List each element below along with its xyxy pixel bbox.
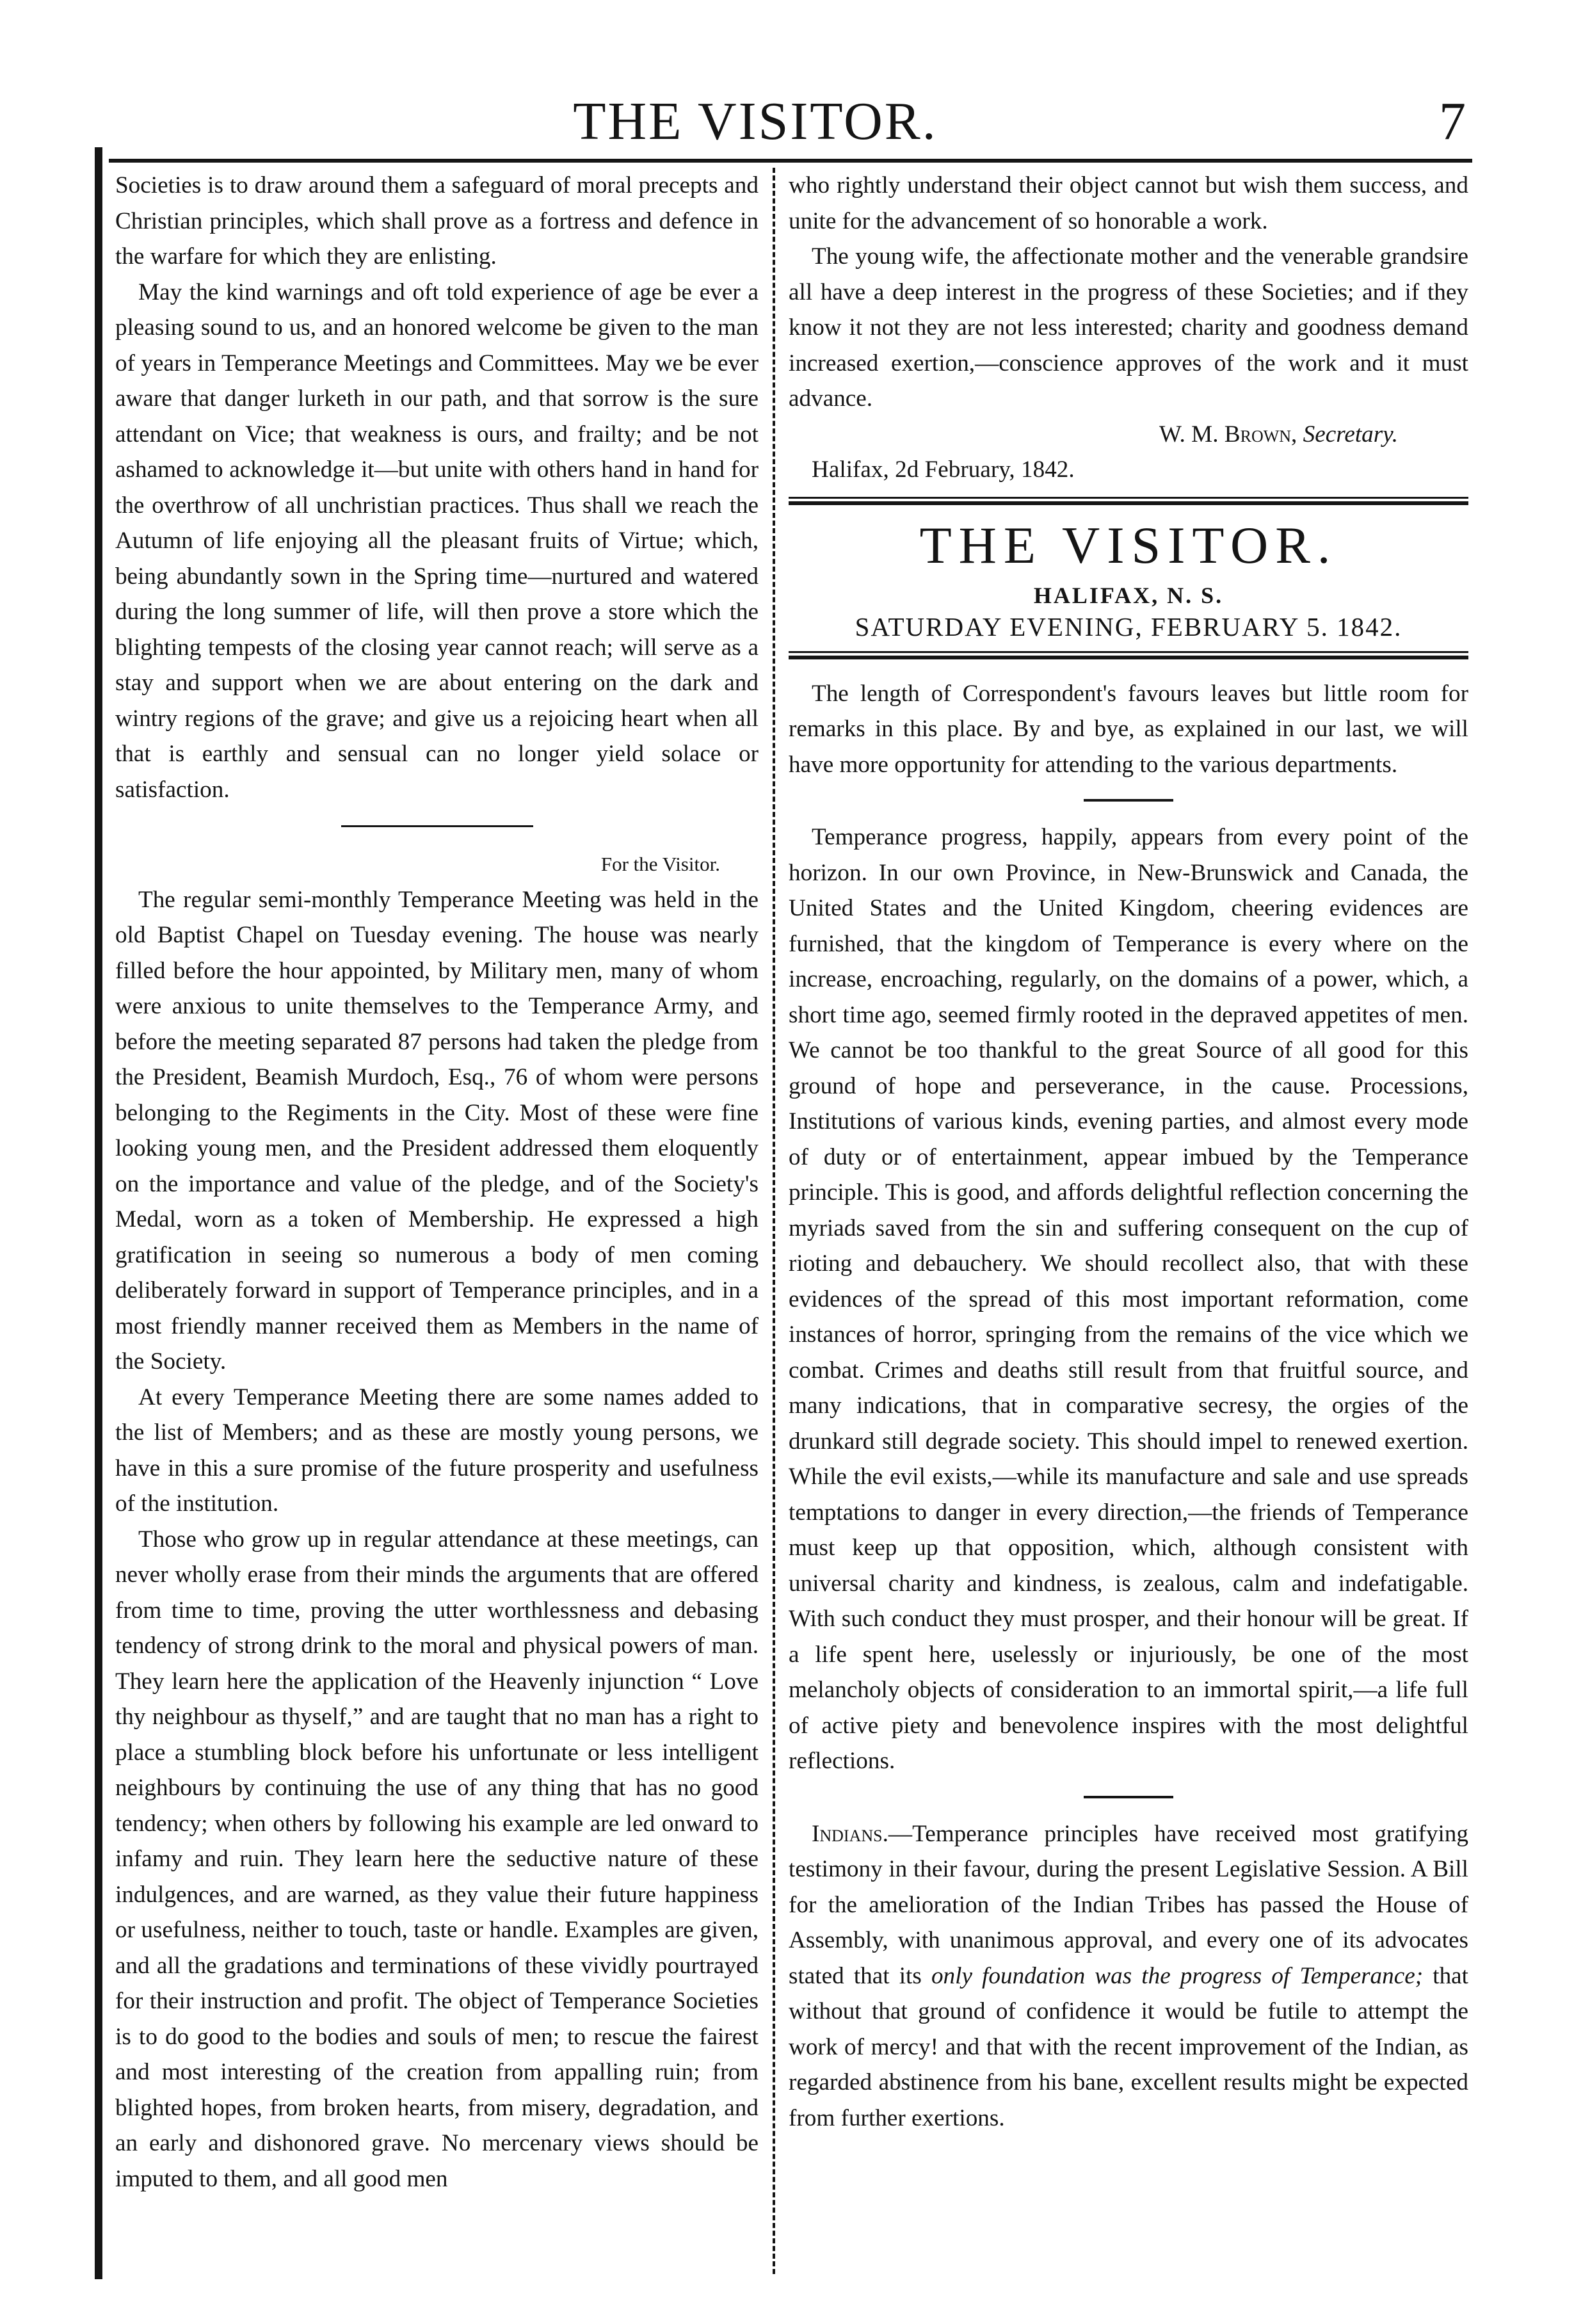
left-column [115,168,759,2197]
article-paragraph: The regular semi-monthly Temperance Meeting was held in the old Baptist Chapel on Tuesday evening. The house was nearly filled before the hour appointed, by Military men, many of whom were anxious to unite themselves to the Temperance Army, and before the meeting separated 87 persons had taken the pledge from the President, Beamish Murdoch, Esq., 76 of whom were persons belonging to the Regiments in the City. Most of these were fine looking young men, and the President addressed them eloquently on the importance and value of the pledge, and of the Society's Medal, worn as a token of Membership. He expressed a high gratification in seeing so numerous a body of men coming deliberately forward in support of Temperance principles, and in a most friendly manner received them as Members in the name of the Society. [115,886,759,1375]
masthead-city: HALIFAX, N. S. [1033,582,1224,608]
section-rule [341,825,533,827]
paragraph-lead: Indians. [812,1820,888,1847]
signature [789,417,1468,453]
right-column [789,168,1468,2136]
dateline: Halifax, 2d February, 1842. [812,456,1075,483]
masthead-rule [789,497,1468,499]
binding-edge-bar [95,147,102,2279]
masthead-rule [789,651,1468,653]
header-rule [109,159,1472,163]
article-paragraph: Those who grow up in regular attendance at these meetings, can never wholly erase from their minds the arguments that are offered from time to time, proving the utter worthlessness and debasing tendency of strong drink to the moral and physical powers of man. They learn here the application of the Heavenly injunction “ Love thy neighbour as thyself,” and are taught that no man has a right to place a stumbling block before his unfortunate or less intelligent neighbours by continuing the use of any thing that has no good tendency; when others by following his example are led onward to infamy and ruin. They learn here the seductive nature of these indulgences, and are warned, as they value their future happiness or usefulness, neither to touch, taste or handle. Examples are given, and all the gradations and terminations of these vividly pourtrayed for their instruction and profit. The object of Temperance Societies is to do good to the bodies and souls of men; to rescue the fairest and most interesting of the creation from appalling ruin; from blighted hopes, from broken hearts, from misery, degradation, and an early and dishonored grave. No mercenary views should be imputed to them, and all good men [115,1526,759,2192]
masthead-rule [789,656,1468,659]
byline: For the Visitor. [600,853,720,875]
article-paragraph: May the kind warnings and oft told experience of age be ever a pleasing sound to us, and an honored welcome be given to the man of years in Temperance Meetings and Committees. May we be ever aware that danger lurketh in our path, and that sorrow is the sure attendant on Vice; that weakness is ours, and frailty; and be not ashamed to acknowledge it—but unite with others hand in hand for the overthrow of all unchristian practices. Thus shall we reach the Autumn of life enjoying all the pleasant fruits of Virtue; which, being abundantly sown in the Spring time—nurtured and watered during the long summer of life, will then prove a store which the blighting tempests of the closing year cannot reach; will serve as a stay and support when we are about entering on the dark and wintry regions of the grave; and give us a rejoicing heart when all that is earthly and sensual can no longer yield solace or satisfaction. [115,278,759,803]
editorial-paragraph: Temperance progress, happily, appears from every point of the horizon. In our own Province, in New-Brunswick and Canada, the United States and the United Kingdom, cheering evidences are furnished, that the kingdom of Temperance is every where on the increase, encroaching, regularly, on the domains of a power, which, a short time ago, seemed firmly rooted in the depraved appetites of men. We cannot be too thankful to the great Source of all good for this ground of hope and perseverance, in the cause. Processions, Institutions of various kinds, evening parties, and almost every mode of duty or of entertainment, appear imbued by the Temperance principle. This is good, and affords delightful reflection concerning the myriads saved from the sin and suffering consequent on the cup of rioting and debauchery. We should recollect also, that with these evidences of the spread of this most important reformation, come instances of horror, springing from the remains of the vice which we combat. Crimes and deaths still result from that fruitful source, and many indications, that in comparative secresy, the orgies of the drunkard still degrade society. This should impel to renewed exertion. While the evil exists,—while its manufacture and sale and use spreads temptations to danger in every direction,—the friends of Temperance must keep up that opposition, which, although consistent with universal charity and kindness, is zealous, calm and indefatigable. With such conduct they must prosper, and their honour will be great. If a life spent here, uselessly or injuriously, be one of the most melancholy objects of consideration to an immortal spirit,—a life full of active piety and benevolence inspires with the most delightful reflections. [789,824,1468,1775]
running-title: THE VISITOR. [573,92,938,151]
column-divider [773,168,775,2274]
article-paragraph: At every Temperance Meeting there are some names added to the list of Members; and as these are mostly young persons, we have in this a sure promise of the future prosperity and usefulness of the institution. [115,1384,759,1517]
page-number: 7 [1439,92,1466,151]
masthead-date: SATURDAY EVENING, FEBRUARY 5. 1842. [855,612,1402,642]
editorial-paragraph [789,1816,1468,2136]
signature-role: Secretary. [1303,421,1398,448]
paragraph-text: —Temperance principles have received most gratifying testimony in their favour, during the present Legislative Session. A Bill for the amelioration of the Indian Tribes has passed the House of Assembly, with unanimous approval, and every one of its advocates stated that its [789,1820,1468,1989]
article-paragraph: The young wife, the affectionate mother and the venerable grandsire all have a deep interest in the progress of these Societies; and if they know it not they are not less interested; charity and goodness demand increased exertion,—conscience approves of the work and it must advance. [789,243,1468,412]
paragraph-emphasis: only foundation was the progress of Temperance; [931,1962,1424,1989]
masthead-rule [789,501,1468,505]
section-rule [1084,799,1173,802]
masthead-title: THE VISITOR. [919,515,1338,574]
signature-name: W. M. Brown, [1159,421,1297,448]
article-paragraph: who rightly understand their object cannot but wish them success, and unite for the advancement of so honorable a work. [789,172,1468,234]
editorial-paragraph: The length of Correspondent's favours leaves but little room for remarks in this place. By and bye, as explained in our last, we will have more opportunity for attending to the various departments. [789,680,1468,778]
article-paragraph: Societies is to draw around them a safeguard of moral precepts and Christian principles, which shall prove as a fortress and defence in the warfare for which they are enlisting. [115,172,759,270]
paragraph-text: that without that ground of confidence it would be futile to attempt the work of mercy! and that with the recent improvement of the Indian, as regarded abstinence from his bane, excellent results might be expected from further exertions. [789,1962,1469,2131]
section-rule [1084,1796,1173,1798]
